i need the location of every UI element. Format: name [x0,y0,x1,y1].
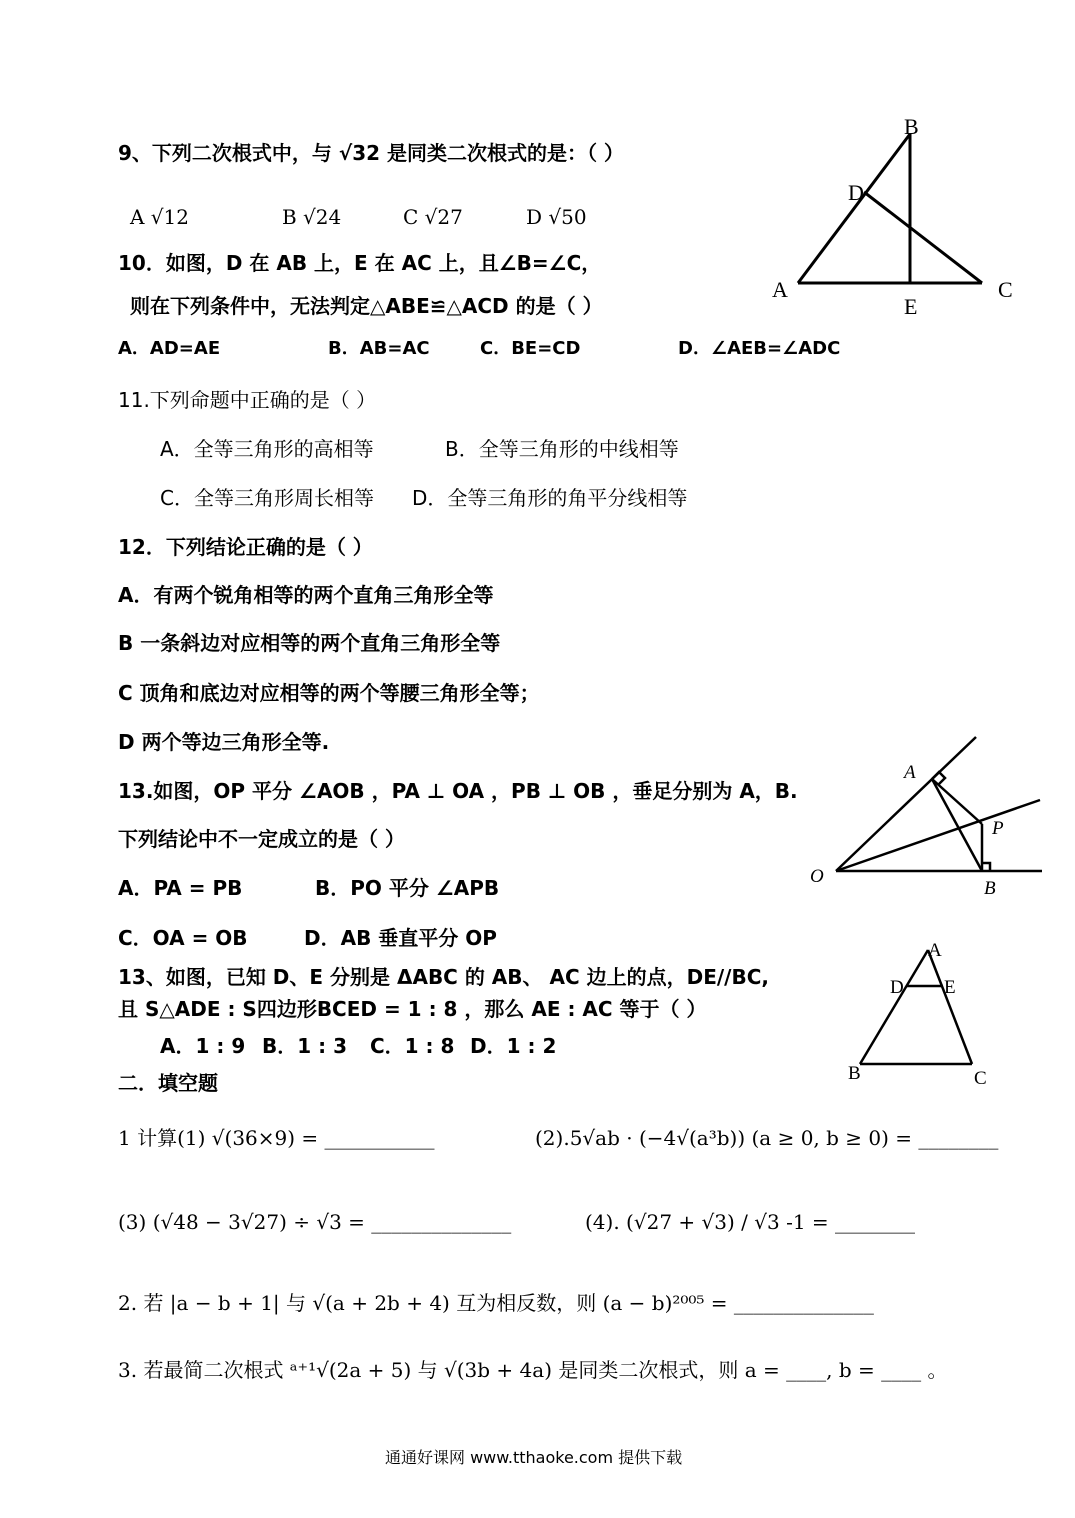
q10-stem: 10．如图，D 在 AB 上，E 在 AC 上，且∠B=∠C， [118,251,602,275]
q11-option-d: D．全等三角形的角平分线相等 [412,486,688,510]
q13a-option-a: A．PA = PB [118,876,243,900]
q13a-option-c: C．OA = OB [118,926,248,950]
fig2-label-o: O [810,866,824,887]
q13b-option-b: B．1 : 3 [262,1034,347,1058]
q11-option-a: A．全等三角形的高相等 [160,437,374,461]
fig3-label-b: B [848,1063,861,1084]
fill1-part2: (2).5√ab · (−4√(a³b)) (a ≥ 0, b ≥ 0) = ________ [535,1126,999,1150]
section-title: 二．填空题 [118,1071,218,1095]
fill1-part3: (3) (√48 − 3√27) ÷ √3 = ______________ [118,1210,512,1234]
q10-option-b: B．AB=AC [328,338,430,359]
q13a-stem: 13.如图，OP 平分 ∠AOB ，PA ⊥ OA ，PB ⊥ OB ，垂足分别为 A，B. [118,779,798,803]
q13b-option-d: D．1 : 2 [470,1034,557,1058]
fig3-label-c: C [974,1068,987,1089]
q11-option-b: B．全等三角形的中线相等 [445,437,679,461]
q13b-stem: 13、如图，已知 D、E 分别是 ΔABC 的 AB、 AC 边上的点，DE//BC, [118,965,769,989]
q12-option-a: A．有两个锐角相等的两个直角三角形全等 [118,583,494,607]
figure-similar-triangle [840,936,1000,1091]
q9-stem: 9、下列二次根式中，与 √32 是同类二次根式的是：（ ） [118,141,624,165]
fig1-label-a: A [772,277,788,302]
figure-angle-bisector [800,730,1050,905]
q12-option-d: D 两个等边三角形全等. [118,730,330,754]
q13b-stem-2: 且 S△ADE : S四边形BCED = 1 : 8 ，那么 AE : AC 等于（ ） [118,997,707,1021]
q13a-option-d: D．AB 垂直平分 OP [304,926,497,950]
q10-option-d: D．∠AEB=∠ADC [678,338,841,359]
q11-option-c: C．全等三角形周长相等 [160,486,374,510]
q10-stem-2: 则在下列条件中，无法判定△ABE≌△ACD 的是（ ） [130,294,603,318]
q9-option-d: D √50 [526,205,587,229]
fig2-label-b: B [984,878,996,899]
q11-stem: 11.下列命题中正确的是（ ） [118,388,377,412]
fig1-label-b: B [904,114,919,139]
q13b-option-a: A．1 : 9 [160,1034,246,1058]
q12-stem: 12．下列结论正确的是（ ） [118,535,373,559]
q9-option-c: C √27 [403,205,463,229]
q13b-option-c: C．1 : 8 [370,1034,455,1058]
fig1-label-e: E [904,294,918,319]
fig1-label-c: C [998,277,1013,302]
fig2-label-a: A [904,762,916,783]
fig3-label-a: A [928,940,942,961]
q10-option-a: A．AD=AE [118,338,221,359]
q10-option-c: C．BE=CD [480,338,581,359]
fig1-label-d: D [848,180,864,205]
fill1-part1: 1 计算(1) √(36×9) = ___________ [118,1126,435,1150]
q12-option-c: C 顶角和底边对应相等的两个等腰三角形全等； [118,681,540,705]
q13a-option-b: B．PO 平分 ∠APB [315,876,500,900]
figure-triangle-abc [760,110,1030,325]
fill3: 3. 若最简二次根式 ᵃ⁺¹√(2a + 5) 与 √(3b + 4a) 是同类二次根式，则 a = ____, b = ____ 。 [118,1358,948,1382]
fig2-label-p: P [992,818,1004,839]
fig3-label-d: D [890,977,904,998]
fill1-part4: (4). (√27 + √3) / √3 -1 = ________ [585,1210,916,1234]
footer: 通通好课网 www.tthaoke.com 提供下载 [385,1448,683,1467]
q9-option-b: B √24 [282,205,342,229]
q13a-stem-2: 下列结论中不一定成立的是（ ） [118,827,405,851]
fig3-label-e: E [944,977,956,998]
fill2: 2. 若 |a − b + 1| 与 √(a + 2b + 4) 互为相反数，则 (a − b)²⁰⁰⁵ = ______________ [118,1291,874,1315]
q9-option-a: A √12 [130,205,189,229]
q12-option-b: B 一条斜边对应相等的两个直角三角形全等 [118,631,501,655]
